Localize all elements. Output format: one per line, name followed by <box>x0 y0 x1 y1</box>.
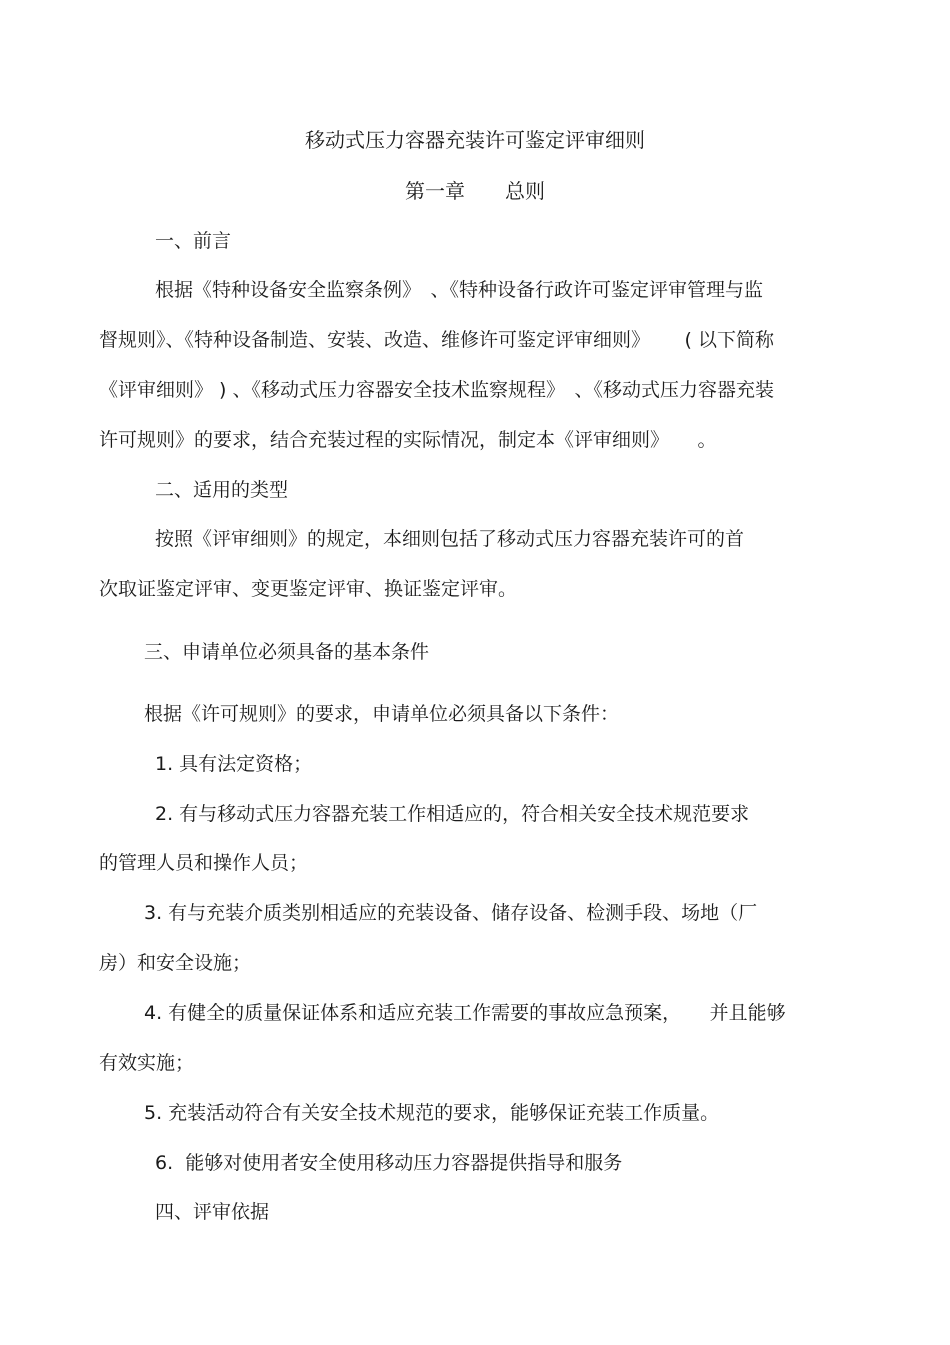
paragraph-line: 根据《特种设备安全监察条例》 、《特种设备行政许可鉴定评审管理与监 <box>155 279 764 301</box>
list-item-continuation: 房）和安全设施； <box>99 952 252 974</box>
section-heading-conditions: 三、申请单位必须具备的基本条件 <box>144 641 430 663</box>
list-item: 2. 有与移动式压力容器充装工作相适应的，符合相关安全技术规范要求 <box>155 803 750 825</box>
document-title: 移动式压力容器充装许可鉴定评审细则 <box>305 128 645 152</box>
section-heading-scope: 二、适用的类型 <box>155 479 289 501</box>
paragraph-line: 次取证鉴定评审、变更鉴定评审、换证鉴定评审。 <box>99 578 518 600</box>
paragraph-line: 《评审细则》 ) 、《移动式压力容器安全技术监察规程》 、《移动式压力容器充装 <box>99 379 774 401</box>
paragraph-line: 督规则》、《特种设备制造、安装、改造、维修许可鉴定评审细则》 ( 以下简称 <box>99 329 774 351</box>
chapter-title: 第一章 总则 <box>405 179 545 203</box>
list-item: 5. 充装活动符合有关安全技术规范的要求，能够保证充装工作质量。 <box>144 1102 720 1124</box>
section-heading-preface: 一、前言 <box>155 230 232 252</box>
list-item-continuation: 的管理人员和操作人员； <box>99 852 309 874</box>
section-heading-basis: 四、评审依据 <box>155 1201 270 1223</box>
list-item: 6. 能够对使用者安全使用移动压力容器提供指导和服务 <box>155 1152 623 1174</box>
paragraph-line: 根据《许可规则》的要求，申请单位必须具备以下条件： <box>144 703 620 725</box>
paragraph-line: 按照《评审细则》的规定，本细则包括了移动式压力容器充装许可的首 <box>155 528 745 550</box>
paragraph-line: 许可规则》的要求，结合充装过程的实际情况，制定本《评审细则》 。 <box>99 429 717 451</box>
list-item: 4. 有健全的质量保证体系和适应充装工作需要的事故应急预案， 并且能够 <box>144 1002 786 1024</box>
list-item: 3. 有与充装介质类别相适应的充装设备、储存设备、检测手段、场地（厂 <box>144 902 758 924</box>
list-item-continuation: 有效实施； <box>99 1052 195 1074</box>
list-item: 1. 具有法定资格； <box>155 753 313 775</box>
